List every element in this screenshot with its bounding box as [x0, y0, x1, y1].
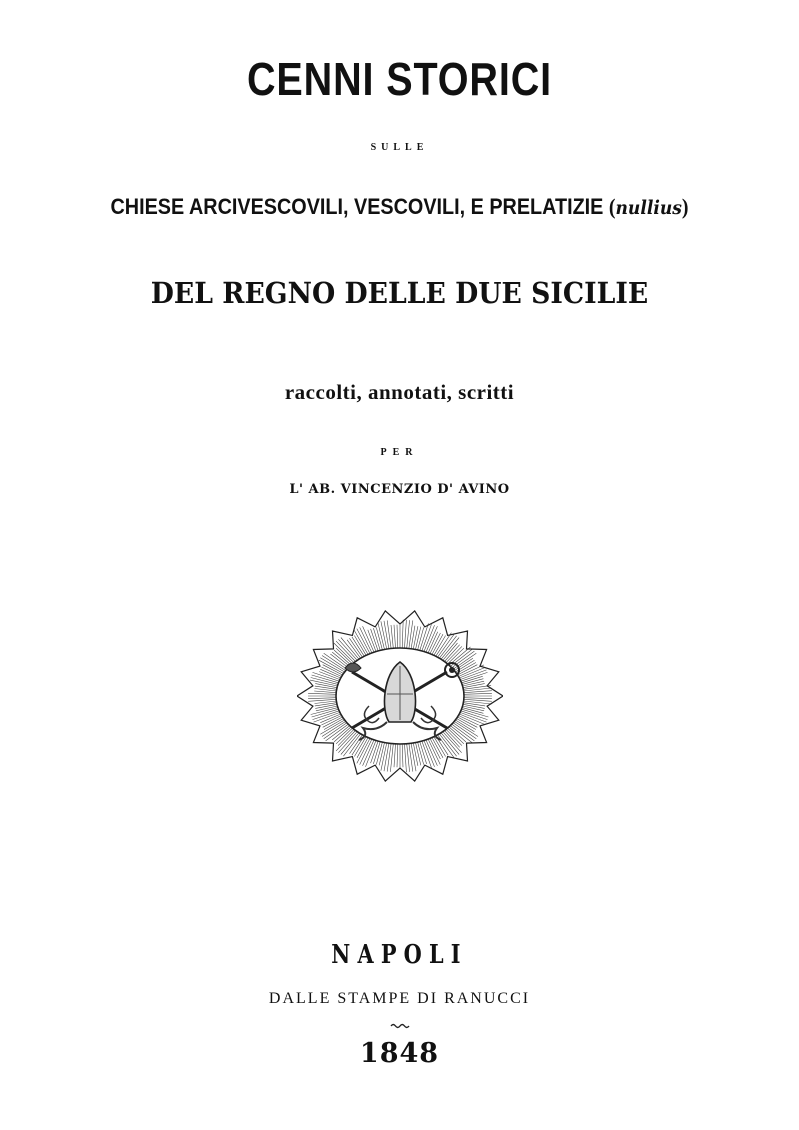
- ornamental-rule: [390, 1023, 410, 1029]
- nullius-word: nullius: [615, 197, 682, 219]
- book-title: CENNI STORICI: [246, 53, 552, 105]
- episcopal-insignia-emblem: [297, 610, 503, 782]
- connector-sulle: SULLE: [370, 142, 429, 153]
- paren-close: ): [681, 194, 689, 219]
- description-line: raccolti, annotati, scritti: [284, 380, 515, 404]
- author-line: L' AB. VINCENZIO D' AVINO: [289, 482, 510, 497]
- paren-open: (: [608, 194, 616, 219]
- imprint-city: NAPOLI: [331, 940, 468, 970]
- subject-line: [40, 194, 759, 220]
- connector-per: PER: [380, 447, 419, 458]
- kingdom-line: DEL REGNO DELLE DUE SICILIE: [150, 276, 649, 310]
- imprint-printer: DALLE STAMPE DI RANUCCI: [268, 990, 531, 1007]
- imprint-year: 1848: [359, 1038, 440, 1069]
- subject-main: CHIESE ARCIVESCOVILI, VESCOVILI, E PRELATIZIE: [110, 194, 604, 219]
